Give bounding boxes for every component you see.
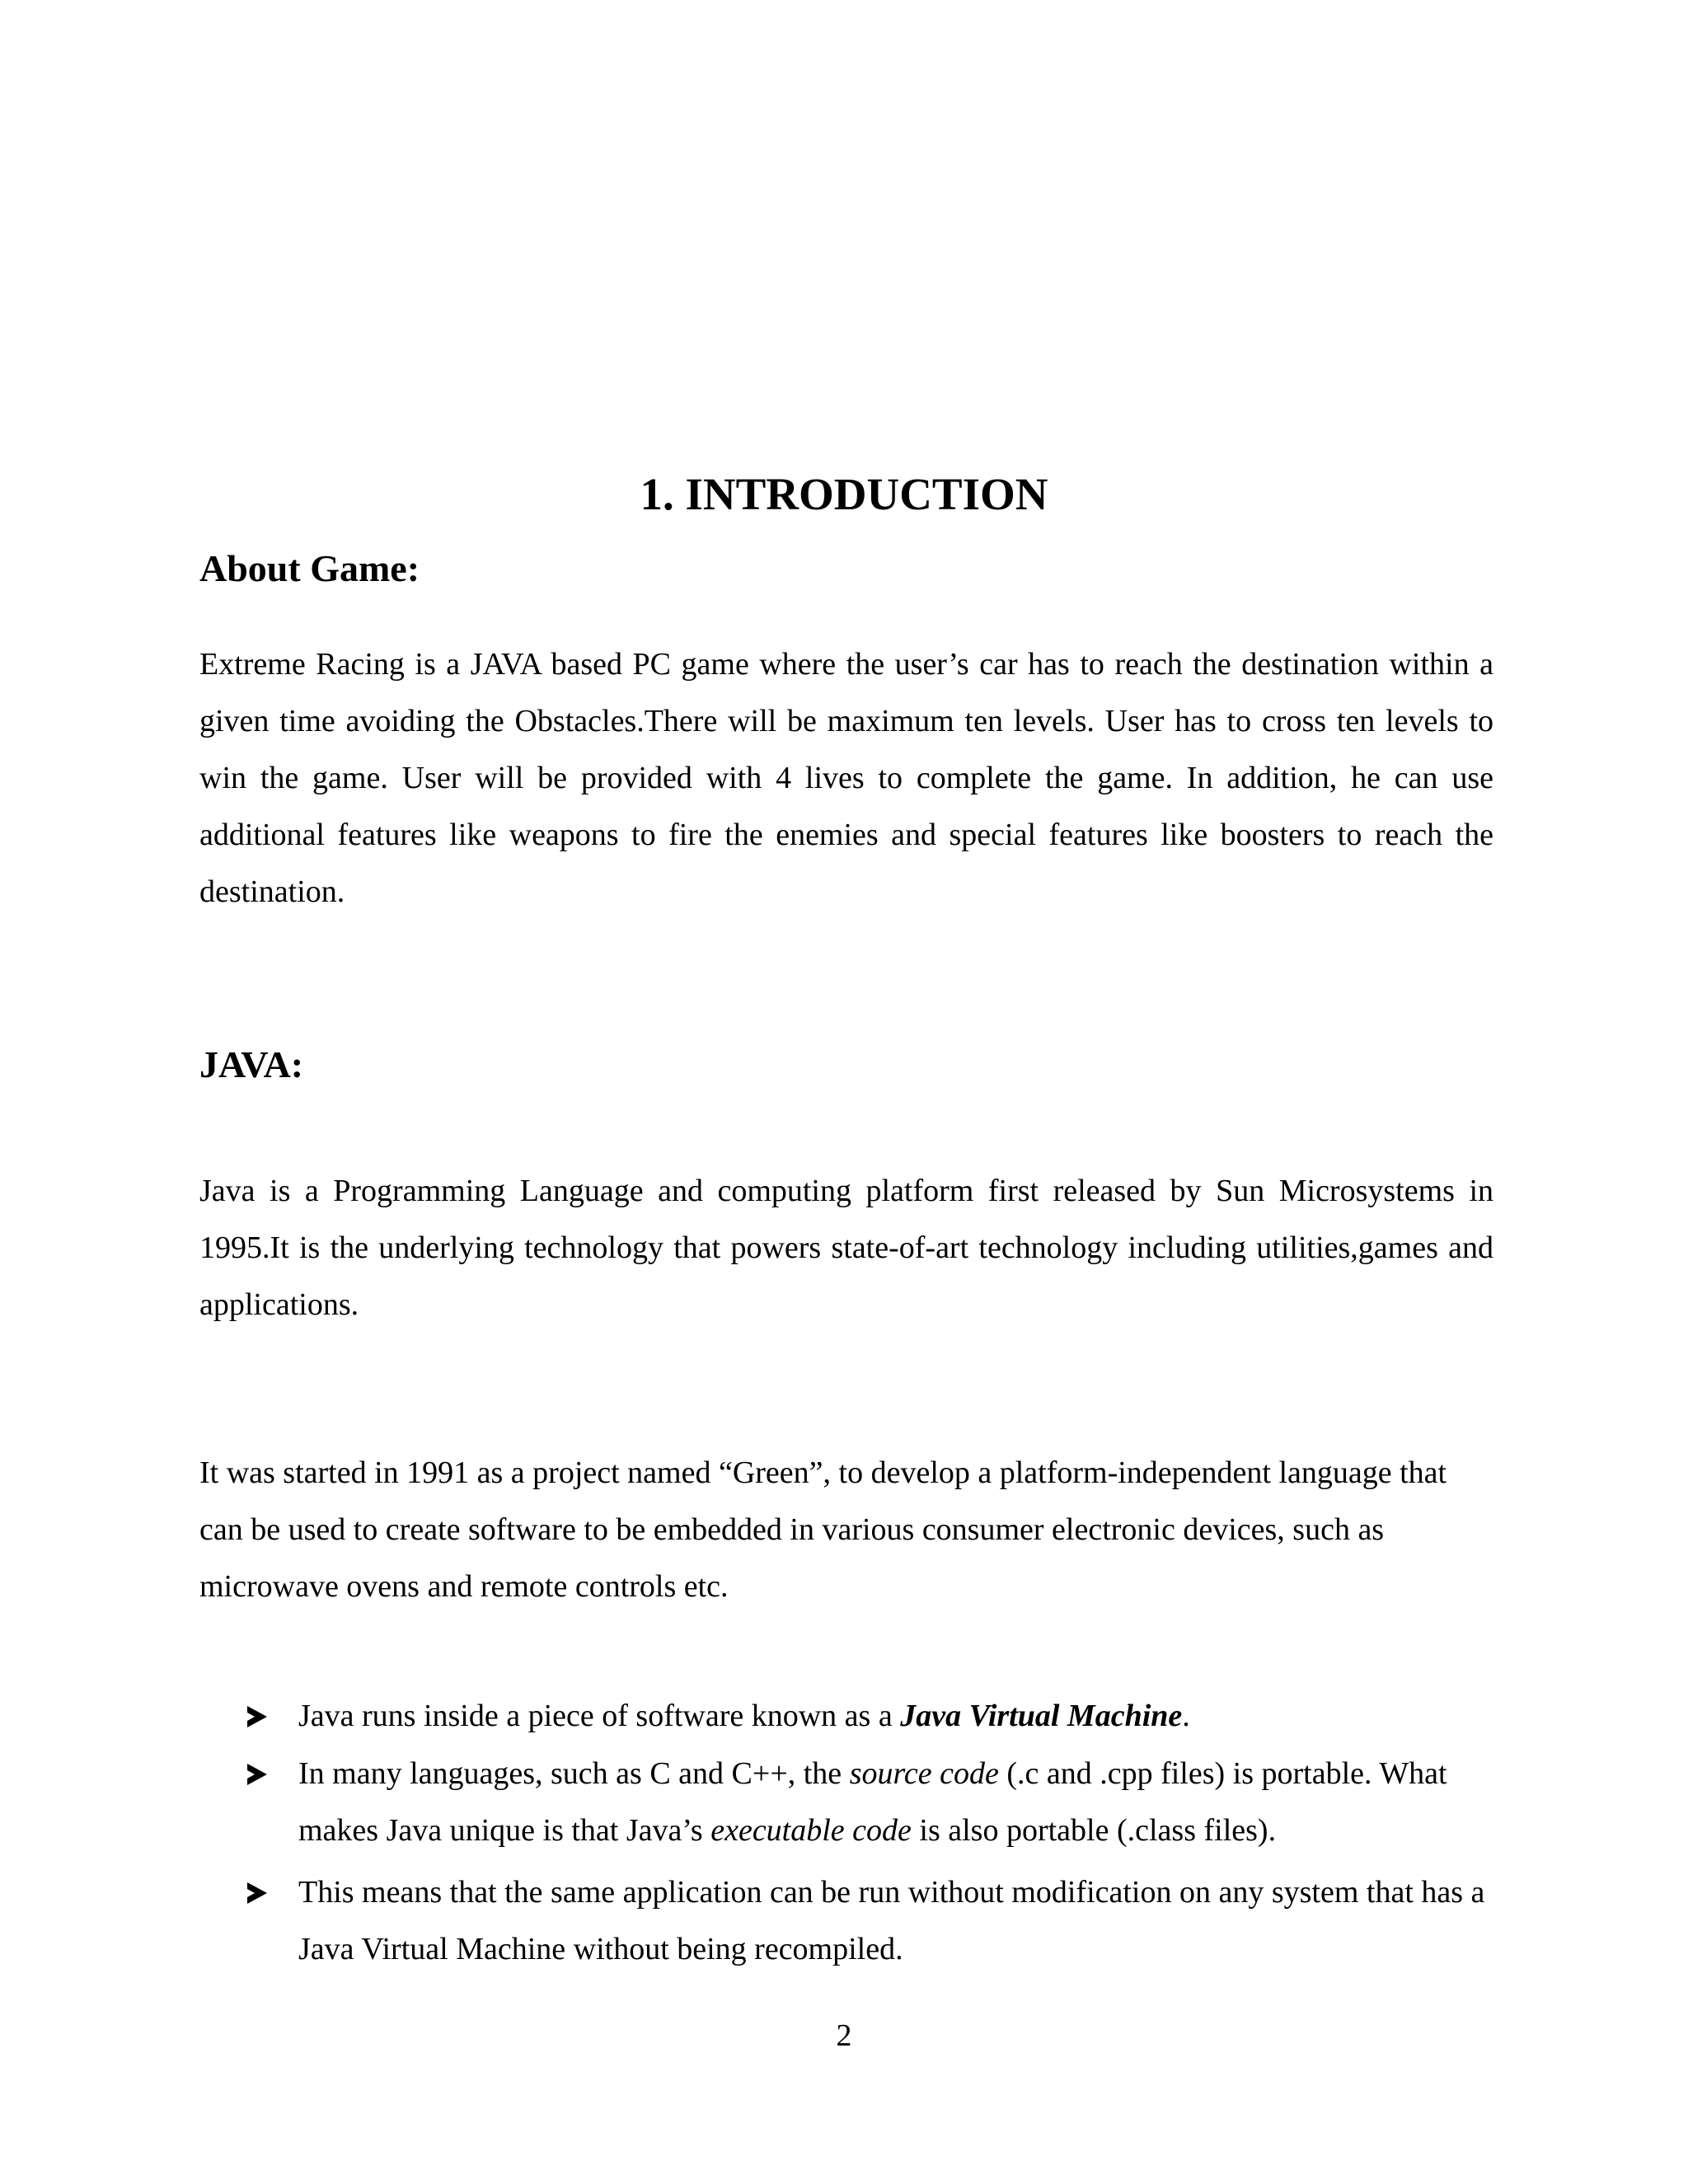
bullet-text: . bbox=[1182, 1699, 1190, 1733]
bullet-text: This means that the same application can be run without modification on any system that has a Java Virtual Machine without being recompiled. bbox=[298, 1875, 1485, 1966]
about-game-heading: About Game: bbox=[199, 547, 420, 589]
arrow-bullet-icon bbox=[247, 1764, 267, 1785]
bullet-text: (.c and .cpp files) is portable. What makes Java unique is that Java’s bbox=[298, 1756, 1447, 1848]
bullet-text: In many languages, such as C and C++, the bbox=[298, 1756, 850, 1791]
bullet-text: is also portable (.class files). bbox=[911, 1813, 1277, 1848]
bullet-emphasis: executable code bbox=[710, 1813, 912, 1848]
list-item bbox=[247, 1864, 1500, 1978]
bullet-emphasis: source code bbox=[849, 1756, 999, 1791]
about-game-paragraph: Extreme Racing is a JAVA based PC game where the user’s car has to reach the destination within a given time avoiding the Obstacles.There will be maximum ten levels. User has to cross ten levels to win the game. User will be provided with 4 lives to complete the game. In addition, he can use additional features like weapons to fire the enemies and special features like boosters to reach the destination. bbox=[199, 647, 1493, 909]
arrow-bullet-icon bbox=[247, 1882, 267, 1904]
list-item bbox=[247, 1688, 1500, 1745]
page-number: 2 bbox=[836, 2018, 852, 2053]
page-title: 1. INTRODUCTION bbox=[640, 469, 1048, 519]
arrow-bullet-icon bbox=[247, 1706, 267, 1727]
java-heading: JAVA: bbox=[199, 1043, 304, 1085]
java-bullet-list bbox=[247, 1688, 1500, 1978]
java-paragraph-1: Java is a Programming Language and computing platform first released by Sun Microsystems in 1995.It is the underlying technology that powers state-of-art technology including utilities,games and applications. bbox=[199, 1174, 1493, 1322]
list-item bbox=[247, 1746, 1500, 1859]
bullet-text: Java runs inside a piece of software known as a bbox=[298, 1699, 901, 1733]
bullet-emphasis: Java Virtual Machine bbox=[900, 1699, 1183, 1733]
java-paragraph-2: It was started in 1991 as a project named “Green”, to develop a platform-independent language that can be used to create software to be embedded in various consumer electronic devices, such as microwave ovens and remote controls etc. bbox=[199, 1455, 1447, 1604]
